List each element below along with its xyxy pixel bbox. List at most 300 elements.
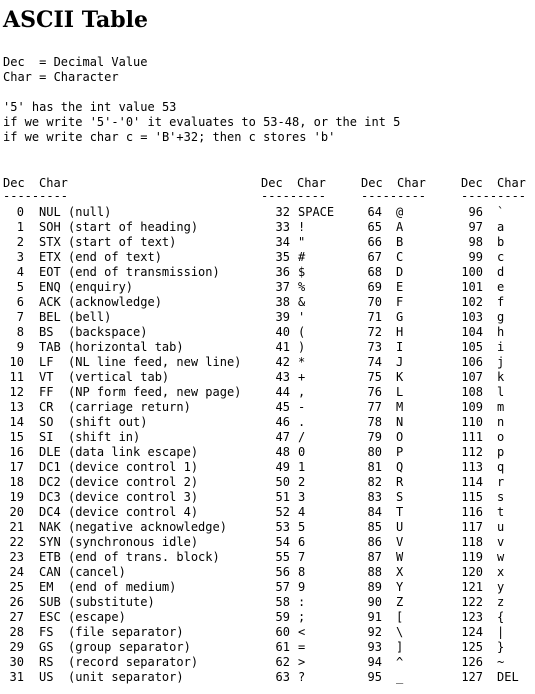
char-value: D [396, 265, 404, 279]
dec-value: 72 [367, 325, 382, 339]
char-value: Y [396, 580, 404, 594]
dec-value: 113 [461, 460, 483, 474]
char-abbrev: EOT [39, 265, 61, 279]
char-value: U [396, 520, 404, 534]
table-row [0, 265, 535, 280]
char-description: (NL line feed, new line) [68, 355, 242, 369]
dec-value: 121 [461, 580, 483, 594]
table-row [0, 295, 535, 310]
dec-value: 87 [367, 550, 382, 564]
dec-value: 5 [16, 280, 24, 294]
char-value: w [497, 550, 505, 564]
dec-value: 30 [9, 655, 24, 669]
char-value: \ [396, 625, 404, 639]
dec-value: 118 [461, 535, 483, 549]
char-abbrev: SI [39, 430, 54, 444]
dec-value: 52 [275, 505, 290, 519]
dec-value: 1 [16, 220, 24, 234]
char-description: (record separator) [68, 655, 199, 669]
dec-value: 39 [275, 310, 290, 324]
table-row [0, 550, 535, 565]
dec-value: 59 [275, 610, 290, 624]
char-value: f [497, 295, 505, 309]
dec-value: 117 [461, 520, 483, 534]
char-value: k [497, 370, 505, 384]
dec-value: 26 [9, 595, 24, 609]
char-description: (negative acknowledge) [68, 520, 227, 534]
char-value: SPACE [298, 205, 335, 219]
char-value: K [396, 370, 404, 384]
dec-value: 94 [367, 655, 382, 669]
dec-value: 91 [367, 610, 382, 624]
dec-value: 17 [9, 460, 24, 474]
char-value: { [497, 610, 505, 624]
char-value: 2 [298, 475, 306, 489]
char-value: - [298, 400, 306, 414]
dec-value: 69 [367, 280, 382, 294]
char-description: (backspace) [68, 325, 148, 339]
table-row [0, 625, 535, 640]
dec-value: 20 [9, 505, 24, 519]
char-description: (escape) [68, 610, 126, 624]
char-value: C [396, 250, 404, 264]
dec-value: 126 [461, 655, 483, 669]
dec-value: 62 [275, 655, 290, 669]
dec-value: 90 [367, 595, 382, 609]
char-value: . [298, 415, 306, 429]
dec-value: 79 [367, 430, 382, 444]
char-abbrev: CAN [39, 565, 61, 579]
char-description: (start of heading) [68, 220, 199, 234]
char-abbrev: DLE [39, 445, 61, 459]
char-value: L [396, 385, 404, 399]
char-value: < [298, 625, 306, 639]
dec-value: 93 [367, 640, 382, 654]
dec-value: 45 [275, 400, 290, 414]
header-char: Char [39, 176, 68, 190]
char-abbrev: VT [39, 370, 54, 384]
dec-value: 44 [275, 385, 290, 399]
char-abbrev: RS [39, 655, 54, 669]
char-value: * [298, 355, 306, 369]
char-value: % [298, 280, 306, 294]
char-abbrev: SYN [39, 535, 61, 549]
dec-value: 34 [275, 235, 290, 249]
dec-value: 16 [9, 445, 24, 459]
char-value: E [396, 280, 404, 294]
header-divider: --------- [261, 189, 327, 203]
dec-value: 61 [275, 640, 290, 654]
dec-value: 22 [9, 535, 24, 549]
char-value: , [298, 385, 306, 399]
char-value: i [497, 340, 505, 354]
char-value: z [497, 595, 505, 609]
dec-value: 83 [367, 490, 382, 504]
dec-value: 107 [461, 370, 483, 384]
char-value: 7 [298, 550, 306, 564]
dec-value: 23 [9, 550, 24, 564]
dec-value: 49 [275, 460, 290, 474]
char-abbrev: ETB [39, 550, 61, 564]
dec-value: 28 [9, 625, 24, 639]
char-value: > [298, 655, 306, 669]
char-description: (end of text) [68, 250, 162, 264]
char-value: s [497, 490, 505, 504]
dec-value: 102 [461, 295, 483, 309]
char-description: (null) [68, 205, 112, 219]
note-line: if we write char c = 'B'+32; then c stores 'b' [3, 130, 336, 144]
dec-value: 24 [9, 565, 24, 579]
char-value: / [298, 430, 306, 444]
dec-value: 18 [9, 475, 24, 489]
char-abbrev: ACK [39, 295, 61, 309]
char-value: + [298, 370, 306, 384]
char-value: ' [298, 310, 306, 324]
char-value: I [396, 340, 404, 354]
dec-value: 115 [461, 490, 483, 504]
char-value: 8 [298, 565, 306, 579]
dec-value: 67 [367, 250, 382, 264]
char-abbrev: SO [39, 415, 54, 429]
note-line: if we write '5'-'0' it evaluates to 53-48, or the int 5 [3, 115, 401, 129]
dec-value: 76 [367, 385, 382, 399]
page-title: ASCII Table [3, 7, 148, 33]
dec-value: 65 [367, 220, 382, 234]
table-row [0, 640, 535, 655]
dec-value: 12 [9, 385, 24, 399]
char-description: (enquiry) [68, 280, 134, 294]
char-description: (device control 3) [68, 490, 199, 504]
char-value: n [497, 415, 505, 429]
char-value: 6 [298, 535, 306, 549]
dec-value: 42 [275, 355, 290, 369]
char-value: H [396, 325, 404, 339]
dec-value: 104 [461, 325, 483, 339]
char-abbrev: FF [39, 385, 54, 399]
dec-value: 71 [367, 310, 382, 324]
header-char: Char [397, 176, 426, 190]
dec-value: 51 [275, 490, 290, 504]
table-row [0, 670, 535, 685]
char-value: a [497, 220, 505, 234]
dec-value: 27 [9, 610, 24, 624]
table-row [0, 400, 535, 415]
char-value: h [497, 325, 505, 339]
char-description: (vertical tab) [68, 370, 170, 384]
char-value: ~ [497, 655, 505, 669]
dec-value: 99 [468, 250, 483, 264]
header-dec: Dec [361, 176, 383, 190]
char-value: 3 [298, 490, 306, 504]
char-abbrev: US [39, 670, 54, 684]
char-value: 9 [298, 580, 306, 594]
dec-value: 64 [367, 205, 382, 219]
char-value: F [396, 295, 404, 309]
char-value: ? [298, 670, 306, 684]
header-divider: --------- [361, 189, 427, 203]
char-abbrev: GS [39, 640, 54, 654]
char-abbrev: SOH [39, 220, 61, 234]
dec-value: 88 [367, 565, 382, 579]
table-row [0, 595, 535, 610]
char-value: c [497, 250, 505, 264]
table-row [0, 355, 535, 370]
char-value: : [298, 595, 306, 609]
char-abbrev: NUL [39, 205, 61, 219]
char-value: X [396, 565, 404, 579]
dec-value: 111 [461, 430, 483, 444]
char-abbrev: DC3 [39, 490, 61, 504]
dec-value: 48 [275, 445, 290, 459]
dec-value: 50 [275, 475, 290, 489]
char-value: $ [298, 265, 306, 279]
char-value: R [396, 475, 404, 489]
char-value: _ [396, 670, 404, 684]
char-description: (NP form feed, new page) [68, 385, 242, 399]
table-row [0, 445, 535, 460]
table-row [0, 205, 535, 220]
dec-value: 84 [367, 505, 382, 519]
header-divider: --------- [3, 189, 69, 203]
table-row [0, 340, 535, 355]
dec-value: 47 [275, 430, 290, 444]
dec-value: 54 [275, 535, 290, 549]
char-value: 1 [298, 460, 306, 474]
dec-value: 66 [367, 235, 382, 249]
dec-value: 15 [9, 430, 24, 444]
dec-value: 36 [275, 265, 290, 279]
table-row [0, 655, 535, 670]
table-row [0, 460, 535, 475]
char-value: W [396, 550, 404, 564]
dec-value: 32 [275, 205, 290, 219]
table-row [0, 220, 535, 235]
dec-value: 55 [275, 550, 290, 564]
char-value: B [396, 235, 404, 249]
table-row [0, 235, 535, 250]
table-row [0, 385, 535, 400]
dec-value: 125 [461, 640, 483, 654]
legend-dec: Dec = Decimal Value [3, 55, 148, 69]
char-abbrev: STX [39, 235, 61, 249]
char-description: (substitute) [68, 595, 155, 609]
dec-value: 40 [275, 325, 290, 339]
char-value: u [497, 520, 505, 534]
dec-value: 74 [367, 355, 382, 369]
char-value: # [298, 250, 306, 264]
char-value: o [497, 430, 505, 444]
table-row [0, 505, 535, 520]
char-description: (shift out) [68, 415, 148, 429]
dec-value: 41 [275, 340, 290, 354]
dec-value: 96 [468, 205, 483, 219]
char-value: T [396, 505, 404, 519]
dec-value: 75 [367, 370, 382, 384]
dec-value: 103 [461, 310, 483, 324]
legend-char: Char = Character [3, 70, 119, 84]
dec-value: 11 [9, 370, 24, 384]
char-value: V [396, 535, 404, 549]
dec-value: 127 [461, 670, 483, 684]
dec-value: 82 [367, 475, 382, 489]
dec-value: 13 [9, 400, 24, 414]
char-abbrev: BEL [39, 310, 61, 324]
char-value: ) [298, 340, 306, 354]
char-abbrev: FS [39, 625, 54, 639]
char-abbrev: NAK [39, 520, 61, 534]
table-row [0, 520, 535, 535]
dec-value: 14 [9, 415, 24, 429]
dec-value: 124 [461, 625, 483, 639]
header-dec: Dec [261, 176, 283, 190]
char-value: ^ [396, 655, 404, 669]
char-value: @ [396, 205, 404, 219]
char-description: (group separator) [68, 640, 191, 654]
char-value: 5 [298, 520, 306, 534]
char-value: 4 [298, 505, 306, 519]
dec-value: 8 [16, 325, 24, 339]
dec-value: 85 [367, 520, 382, 534]
char-value: p [497, 445, 505, 459]
char-description: (device control 4) [68, 505, 199, 519]
dec-value: 53 [275, 520, 290, 534]
char-value: d [497, 265, 505, 279]
dec-value: 119 [461, 550, 483, 564]
dec-value: 105 [461, 340, 483, 354]
char-value: t [497, 505, 505, 519]
char-description: (end of transmission) [68, 265, 220, 279]
char-description: (bell) [68, 310, 112, 324]
table-row [0, 250, 535, 265]
char-value: q [497, 460, 505, 474]
char-value: & [298, 295, 306, 309]
char-value: S [396, 490, 404, 504]
dec-value: 78 [367, 415, 382, 429]
table-row [0, 415, 535, 430]
char-abbrev: ESC [39, 610, 61, 624]
table-row [0, 610, 535, 625]
header-dec: Dec [3, 176, 25, 190]
char-value: ( [298, 325, 306, 339]
char-value: = [298, 640, 306, 654]
dec-value: 122 [461, 595, 483, 609]
char-description: (end of trans. block) [68, 550, 220, 564]
dec-value: 80 [367, 445, 382, 459]
char-value: l [497, 385, 505, 399]
dec-value: 9 [16, 340, 24, 354]
char-description: (data link escape) [68, 445, 199, 459]
dec-value: 92 [367, 625, 382, 639]
char-abbrev: ENQ [39, 280, 61, 294]
char-abbrev: DC2 [39, 475, 61, 489]
dec-value: 95 [367, 670, 382, 684]
dec-value: 110 [461, 415, 483, 429]
dec-value: 0 [16, 205, 24, 219]
header-char: Char [297, 176, 326, 190]
dec-value: 57 [275, 580, 290, 594]
char-value: | [497, 625, 505, 639]
table-row [0, 325, 535, 340]
dec-value: 109 [461, 400, 483, 414]
char-value: e [497, 280, 505, 294]
char-value: 0 [298, 445, 306, 459]
table-row [0, 370, 535, 385]
char-value: J [396, 355, 404, 369]
char-description: (synchronous idle) [68, 535, 199, 549]
char-abbrev: EM [39, 580, 54, 594]
char-description: (horizontal tab) [68, 340, 184, 354]
table-row [0, 535, 535, 550]
table-row [0, 580, 535, 595]
char-value: } [497, 640, 505, 654]
dec-value: 46 [275, 415, 290, 429]
char-description: (end of medium) [68, 580, 177, 594]
char-value: Z [396, 595, 404, 609]
char-description: (acknowledge) [68, 295, 162, 309]
dec-value: 31 [9, 670, 24, 684]
dec-value: 21 [9, 520, 24, 534]
char-abbrev: LF [39, 355, 54, 369]
dec-value: 38 [275, 295, 290, 309]
dec-value: 3 [16, 250, 24, 264]
dec-value: 97 [468, 220, 483, 234]
char-value: y [497, 580, 505, 594]
char-value: O [396, 430, 404, 444]
char-description: (carriage return) [68, 400, 191, 414]
char-value: m [497, 400, 505, 414]
dec-value: 29 [9, 640, 24, 654]
dec-value: 60 [275, 625, 290, 639]
table-row [0, 475, 535, 490]
dec-value: 106 [461, 355, 483, 369]
char-value: j [497, 355, 505, 369]
dec-value: 10 [9, 355, 24, 369]
dec-value: 56 [275, 565, 290, 579]
char-value: P [396, 445, 404, 459]
char-value: r [497, 475, 505, 489]
dec-value: 35 [275, 250, 290, 264]
dec-value: 86 [367, 535, 382, 549]
char-description: (device control 2) [68, 475, 199, 489]
char-value: ` [497, 205, 505, 219]
dec-value: 77 [367, 400, 382, 414]
dec-value: 33 [275, 220, 290, 234]
header-dec: Dec [461, 176, 483, 190]
note-line: '5' has the int value 53 [3, 100, 177, 114]
char-value: g [497, 310, 505, 324]
char-abbrev: SUB [39, 595, 61, 609]
header-divider: --------- [461, 189, 527, 203]
char-abbrev: TAB [39, 340, 61, 354]
char-value: G [396, 310, 404, 324]
char-description: (cancel) [68, 565, 126, 579]
table-row [0, 565, 535, 580]
dec-value: 116 [461, 505, 483, 519]
char-value: M [396, 400, 404, 414]
dec-value: 2 [16, 235, 24, 249]
dec-value: 43 [275, 370, 290, 384]
char-value: ; [298, 610, 306, 624]
dec-value: 89 [367, 580, 382, 594]
char-value: A [396, 220, 404, 234]
char-abbrev: DC1 [39, 460, 61, 474]
dec-value: 73 [367, 340, 382, 354]
header-char: Char [497, 176, 526, 190]
dec-value: 100 [461, 265, 483, 279]
dec-value: 63 [275, 670, 290, 684]
char-description: (start of text) [68, 235, 177, 249]
dec-value: 70 [367, 295, 382, 309]
